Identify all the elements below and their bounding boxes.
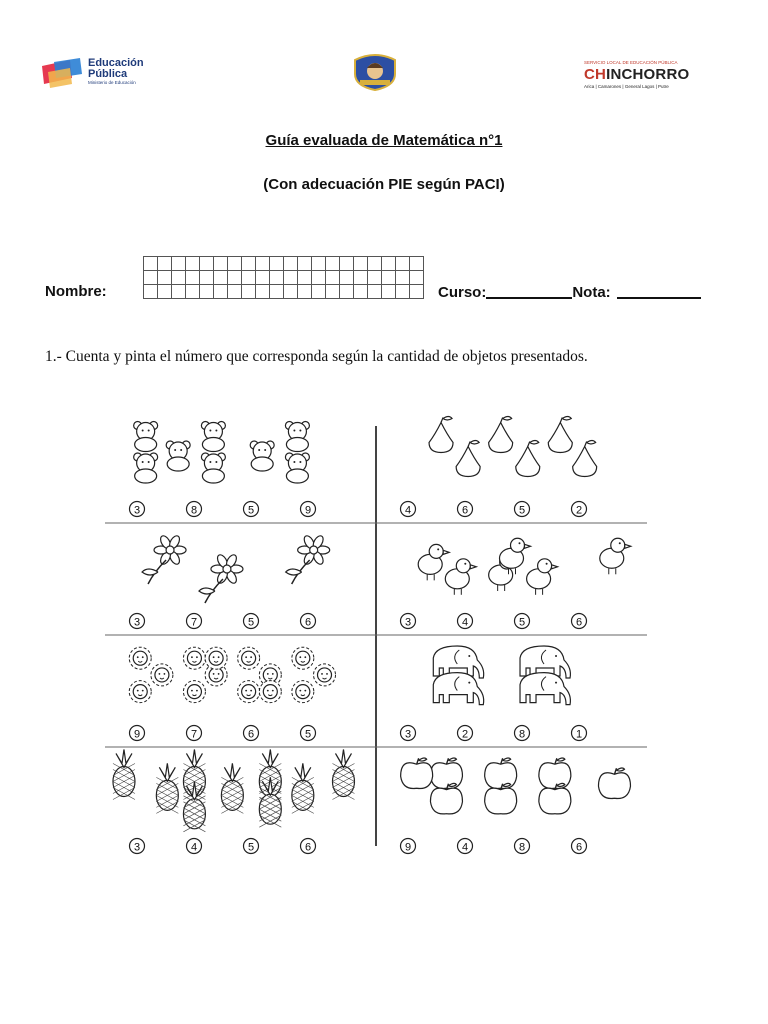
option-number: 5: [304, 728, 312, 741]
pineapple-icon: [332, 749, 354, 799]
apple-icon: [598, 768, 630, 799]
apple-icon: [539, 758, 571, 789]
teddy-bear-icon: [285, 453, 309, 483]
answer-option[interactable]: [572, 839, 587, 854]
flower-icon: [199, 553, 243, 603]
option-number: 6: [247, 728, 255, 741]
option-number: 6: [575, 616, 583, 629]
option-number: 8: [190, 504, 198, 517]
logo-name: [584, 66, 694, 83]
pineapple-icon: [156, 763, 178, 813]
logo-name-part1: CH: [584, 66, 607, 83]
logo-icon: [40, 56, 84, 90]
option-number: 4: [190, 841, 198, 854]
answer-option[interactable]: [401, 726, 416, 741]
pineapple-icon: [221, 763, 243, 813]
lion-icon: [129, 681, 151, 703]
pear-icon: [516, 441, 540, 477]
option-number: 8: [518, 728, 526, 741]
answer-option[interactable]: [130, 726, 145, 741]
answer-option[interactable]: [458, 839, 473, 854]
name-label: Nombre:: [45, 283, 107, 300]
answer-option[interactable]: [187, 614, 202, 629]
answer-option[interactable]: [301, 614, 316, 629]
lion-icon: [314, 664, 336, 686]
chick-icon: [600, 538, 631, 574]
exercise-cell-apple: [401, 758, 631, 854]
answer-option[interactable]: [572, 726, 587, 741]
answer-option[interactable]: [244, 502, 259, 517]
option-number: 3: [404, 728, 412, 741]
option-number: 9: [404, 841, 412, 854]
pear-icon: [429, 417, 453, 453]
exercise-cell-flower: [130, 534, 330, 628]
lion-icon: [292, 647, 314, 669]
option-number: 2: [461, 728, 469, 741]
option-number: 9: [304, 504, 312, 517]
counting-exercise: [105, 412, 647, 860]
lion-icon: [183, 647, 205, 669]
answer-option[interactable]: [130, 502, 145, 517]
pear-icon: [489, 417, 513, 453]
chick-icon: [418, 544, 449, 580]
option-number: 6: [304, 841, 312, 854]
lion-icon: [151, 664, 173, 686]
lion-icon: [183, 681, 205, 703]
apple-icon: [430, 758, 462, 789]
pear-icon: [548, 417, 572, 453]
pear-icon: [573, 441, 597, 477]
answer-option[interactable]: [401, 839, 416, 854]
answer-option[interactable]: [458, 726, 473, 741]
option-number: 4: [461, 616, 469, 629]
pineapple-icon: [113, 749, 135, 799]
logo-communes: Arica | Camarones | General Lagos | Putre: [584, 84, 669, 89]
exercise-cell-teddy-bear: [130, 422, 316, 517]
answer-option[interactable]: [515, 839, 530, 854]
teddy-bear-icon: [134, 453, 158, 483]
option-number: 5: [247, 841, 255, 854]
option-number: 3: [133, 616, 141, 629]
answer-option[interactable]: [515, 502, 530, 517]
page-title: Guía evaluada de Matemática n°1: [265, 132, 503, 149]
teddy-bear-icon: [201, 453, 225, 483]
answer-option[interactable]: [130, 839, 145, 854]
apple-icon: [539, 783, 571, 814]
answer-option[interactable]: [301, 839, 316, 854]
answer-option[interactable]: [130, 614, 145, 629]
option-number: 4: [404, 504, 412, 517]
grade-label: Nota:: [572, 284, 611, 301]
logo-service-text: SERVICIO LOCAL DE EDUCACIÓN PÚBLICA: [584, 60, 678, 65]
question-text: 1.- Cuenta y pinta el número que corresponda según la cantidad de objetos presentados.: [45, 348, 588, 365]
answer-option[interactable]: [572, 614, 587, 629]
grade-field[interactable]: [617, 283, 701, 299]
logo-line-1: Educación: [88, 57, 144, 69]
answer-option[interactable]: [244, 614, 259, 629]
option-number: 4: [461, 841, 469, 854]
course-label: Curso:: [438, 284, 487, 301]
option-number: 6: [575, 841, 583, 854]
exercise-cell-chick: [401, 538, 631, 628]
option-number: 5: [518, 616, 526, 629]
answer-option[interactable]: [515, 726, 530, 741]
lion-icon: [238, 647, 260, 669]
apple-icon: [430, 783, 462, 814]
option-number: 3: [133, 841, 141, 854]
apple-icon: [485, 758, 517, 789]
exercise-grid: [105, 412, 647, 860]
option-number: 2: [575, 504, 583, 517]
lion-icon: [292, 681, 314, 703]
option-number: 6: [304, 616, 312, 629]
school-crest-icon: [350, 52, 400, 92]
answer-option[interactable]: [244, 726, 259, 741]
option-number: 9: [133, 728, 141, 741]
teddy-bear-icon: [134, 422, 158, 452]
lion-icon: [259, 681, 281, 703]
name-grid-field[interactable]: [143, 256, 424, 299]
option-number: 5: [247, 616, 255, 629]
chinchorro-logo: [584, 60, 694, 94]
educacion-publica-logo: [40, 56, 170, 92]
answer-option[interactable]: [401, 614, 416, 629]
elephant-icon: [433, 673, 483, 705]
flower-icon: [286, 534, 330, 584]
answer-option[interactable]: [187, 502, 202, 517]
teddy-bear-icon: [250, 441, 274, 471]
logo-name-part2: INCHORRO: [606, 66, 690, 83]
answer-option[interactable]: [458, 502, 473, 517]
option-number: 5: [518, 504, 526, 517]
option-number: 5: [247, 504, 255, 517]
answer-option[interactable]: [244, 839, 259, 854]
flower-icon: [142, 534, 186, 584]
lion-icon: [205, 647, 227, 669]
pear-icon: [456, 441, 480, 477]
option-number: 7: [190, 728, 198, 741]
option-number: 3: [133, 504, 141, 517]
answer-option[interactable]: [187, 839, 202, 854]
option-number: 6: [461, 504, 469, 517]
option-number: 8: [518, 841, 526, 854]
exercise-cell-lion: [129, 647, 335, 740]
exercise-cell-pineapple: [113, 749, 355, 853]
option-number: 1: [575, 728, 583, 741]
lion-icon: [238, 681, 260, 703]
elephant-icon: [520, 673, 570, 705]
apple-icon: [401, 758, 433, 789]
teddy-bear-icon: [166, 441, 190, 471]
answer-option[interactable]: [572, 502, 587, 517]
answer-option[interactable]: [187, 726, 202, 741]
exercise-cell-pear: [401, 417, 597, 517]
logo-line-2: Pública: [88, 68, 128, 80]
teddy-bear-icon: [285, 422, 309, 452]
course-field[interactable]: [486, 283, 572, 299]
answer-option[interactable]: [458, 614, 473, 629]
option-number: 3: [404, 616, 412, 629]
lion-icon: [129, 647, 151, 669]
apple-icon: [485, 783, 517, 814]
answer-option[interactable]: [301, 726, 316, 741]
pineapple-icon: [292, 763, 314, 813]
page-subtitle: (Con adecuación PIE según PACI): [263, 176, 505, 193]
option-number: 7: [190, 616, 198, 629]
chick-icon: [527, 559, 558, 595]
answer-option[interactable]: [515, 614, 530, 629]
course-grade-row: [438, 283, 701, 301]
answer-option[interactable]: [301, 502, 316, 517]
logo-subtitle: Ministerio de Educación: [88, 80, 136, 85]
exercise-cell-elephant: [401, 646, 587, 741]
chick-icon: [445, 559, 476, 595]
answer-option[interactable]: [401, 502, 416, 517]
teddy-bear-icon: [201, 422, 225, 452]
